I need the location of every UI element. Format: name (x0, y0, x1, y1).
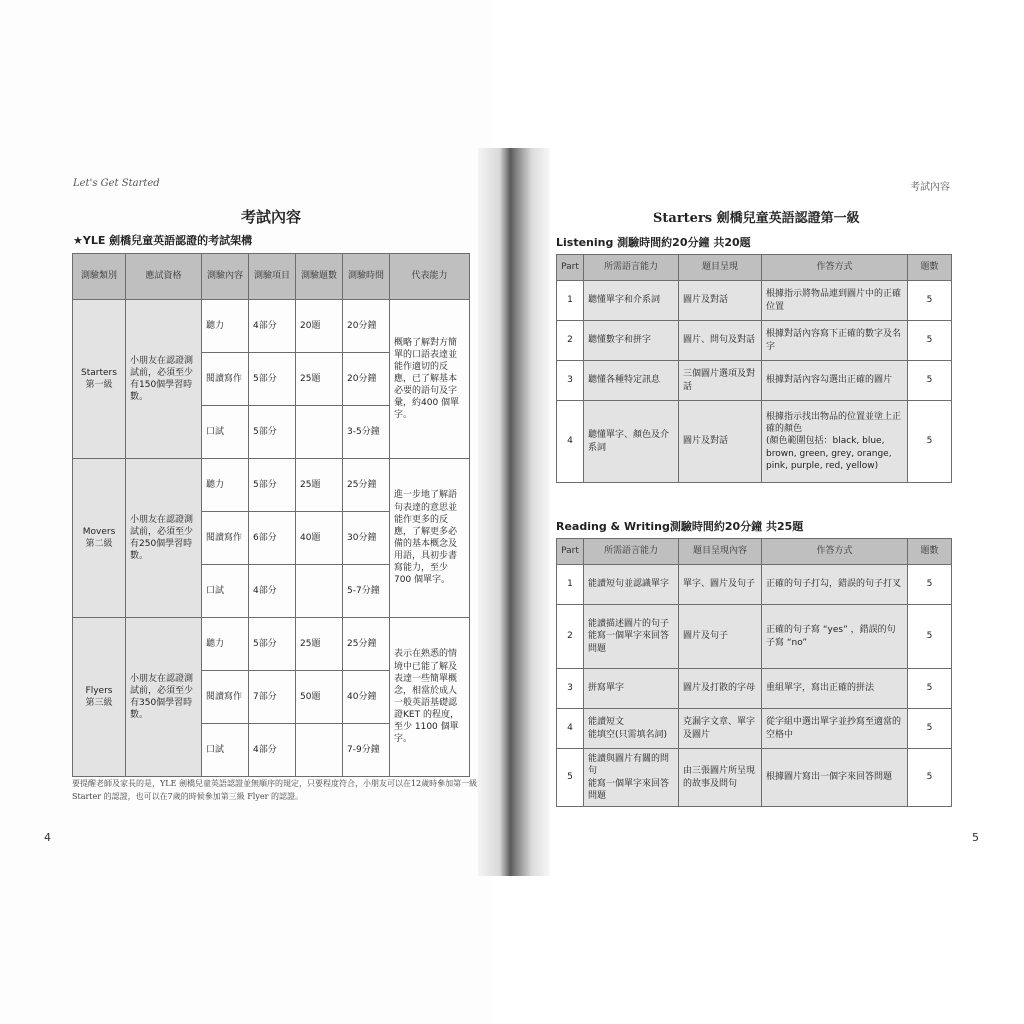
section-subtitle-left: ★YLE 劍橋兒童英語認證的考試架構 (73, 234, 253, 247)
table-header-cell: 測驗類別 (73, 254, 126, 300)
table-header-cell: 測驗項目 (249, 254, 296, 300)
listening-table (556, 254, 952, 483)
num-cell: 5 (908, 749, 952, 807)
num-cell: 5 (908, 321, 952, 361)
exam-items-cell: 5部分 (249, 353, 296, 406)
skill-cell: 聽懂單字和介系詞 (584, 281, 679, 321)
exam-count-cell (296, 565, 343, 618)
table-row (557, 605, 952, 669)
level-cell: Flyers 第三級 (73, 618, 126, 777)
present-cell: 圖片及對話 (679, 401, 762, 483)
exam-time-cell: 40分鐘 (343, 671, 390, 724)
table-row (73, 300, 470, 353)
table-row (557, 361, 952, 401)
present-cell: 由三張圖片所呈現的故事及問句 (679, 749, 762, 807)
exam-content-cell: 閱讀寫作 (202, 353, 249, 406)
reading-heading: Reading & Writing測驗時間約20分鐘 共25題 (556, 520, 804, 533)
skill-cell: 能讀描述圖片的句子 能寫一個單字來回答問題 (584, 605, 679, 669)
exam-count-cell: 40題 (296, 512, 343, 565)
table-header-cell: Part (557, 255, 584, 281)
table-header-cell: 作答方式 (762, 539, 908, 565)
qualification-cell: 小朋友在認證測試前，必須至少有350個學習時數。 (126, 618, 202, 777)
level-cell: Starters 第一級 (73, 300, 126, 459)
present-cell: 圖片及打散的字母 (679, 669, 762, 709)
exam-items-cell: 4部分 (249, 565, 296, 618)
exam-count-cell: 25題 (296, 459, 343, 512)
exam-items-cell: 4部分 (249, 724, 296, 777)
exam-time-cell: 20分鐘 (343, 353, 390, 406)
exam-content-cell: 口試 (202, 565, 249, 618)
table-header-cell: 測驗題數 (296, 254, 343, 300)
table-row (557, 669, 952, 709)
running-head-left: Let's Get Started (73, 178, 160, 189)
table-row (557, 565, 952, 605)
table-header-cell: 題目呈現 (679, 255, 762, 281)
skill-cell: 能讀短句並認識單字 (584, 565, 679, 605)
page-number-right: 5 (972, 831, 979, 844)
table-row (557, 321, 952, 361)
num-cell: 5 (908, 361, 952, 401)
part-cell: 1 (557, 565, 584, 605)
method-cell: 根據指示將物品連到圖片中的正確位置 (762, 281, 908, 321)
table-header-cell: Part (557, 539, 584, 565)
running-head-right: 考試內容 (910, 182, 950, 193)
table-row (557, 401, 952, 483)
method-cell: 重組單字，寫出正確的拼法 (762, 669, 908, 709)
table-header-cell: 作答方式 (762, 255, 908, 281)
table-header-cell: 應試資格 (126, 254, 202, 300)
exam-items-cell: 5部分 (249, 459, 296, 512)
table-header-cell: 所需語言能力 (584, 539, 679, 565)
exam-content-cell: 聽力 (202, 459, 249, 512)
method-cell: 從字組中選出單字並抄寫至適當的空格中 (762, 709, 908, 749)
exam-count-cell: 25題 (296, 618, 343, 671)
method-cell: 根據對話內容勾選出正確的圖片 (762, 361, 908, 401)
footnote: 要提醒老師及家長的是，YLE 劍橋兒童英語認證並無順序的規定，只要程度符合，小朋友可以在12歲時參加第一級Starter 的認證，也可以在7歲的時候參加第三級 Flyer 的認證。 (72, 779, 478, 801)
part-cell: 5 (557, 749, 584, 807)
table-header-cell: 測驗時間 (343, 254, 390, 300)
exam-count-cell: 25題 (296, 353, 343, 406)
present-cell: 圖片及句子 (679, 605, 762, 669)
exam-items-cell: 5部分 (249, 618, 296, 671)
method-cell: 正確的句子寫 “yes” ，錯誤的句子寫 “no” (762, 605, 908, 669)
exam-items-cell: 5部分 (249, 406, 296, 459)
present-cell: 圖片及對話 (679, 281, 762, 321)
table-header-cell: 題數 (908, 539, 952, 565)
table-header-cell: 測驗內容 (202, 254, 249, 300)
level-cell: Movers 第二級 (73, 459, 126, 618)
skill-cell: 能讀短文 能填空(只需填名詞) (584, 709, 679, 749)
exam-time-cell: 25分鐘 (343, 618, 390, 671)
part-cell: 3 (557, 361, 584, 401)
exam-count-cell (296, 724, 343, 777)
exam-content-cell: 閱讀寫作 (202, 512, 249, 565)
present-cell: 克漏字文章、單字及圖片 (679, 709, 762, 749)
table-row (557, 709, 952, 749)
part-cell: 2 (557, 605, 584, 669)
exam-items-cell: 4部分 (249, 300, 296, 353)
num-cell: 5 (908, 281, 952, 321)
skill-cell: 聽懂各種特定訊息 (584, 361, 679, 401)
part-cell: 1 (557, 281, 584, 321)
skill-cell: 聽懂單字、顏色及介系詞 (584, 401, 679, 483)
num-cell: 5 (908, 605, 952, 669)
part-cell: 4 (557, 709, 584, 749)
table-row (73, 459, 470, 512)
exam-time-cell: 25分鐘 (343, 459, 390, 512)
exam-content-cell: 閱讀寫作 (202, 671, 249, 724)
exam-count-cell: 50題 (296, 671, 343, 724)
qualification-cell: 小朋友在認證測試前，必須至少有150個學習時數。 (126, 300, 202, 459)
page-title-left: 考試內容 (241, 208, 302, 226)
page-number-left: 4 (44, 831, 51, 844)
ability-cell: 進一步地了解語句表達的意思並能作更多的反應，了解更多必備的基本概念及用語，具初步書寫能力，至少700 個單字。 (390, 459, 470, 618)
exam-content-cell: 口試 (202, 406, 249, 459)
present-cell: 單字、圖片及句子 (679, 565, 762, 605)
reading-writing-table (556, 538, 952, 807)
exam-time-cell: 20分鐘 (343, 300, 390, 353)
table-header-cell: 題目呈現內容 (679, 539, 762, 565)
part-cell: 3 (557, 669, 584, 709)
skill-cell: 能讀與圖片有關的問句 能寫一個單字來回答問題 (584, 749, 679, 807)
num-cell: 5 (908, 401, 952, 483)
present-cell: 三個圖片選項及對話 (679, 361, 762, 401)
page-title-right: Starters 劍橋兒童英語認證第一級 (653, 211, 860, 226)
table-header-cell: 題數 (908, 255, 952, 281)
exam-time-cell: 7-9分鐘 (343, 724, 390, 777)
present-cell: 圖片、問句及對話 (679, 321, 762, 361)
exam-content-cell: 聽力 (202, 300, 249, 353)
num-cell: 5 (908, 565, 952, 605)
num-cell: 5 (908, 669, 952, 709)
num-cell: 5 (908, 709, 952, 749)
exam-content-cell: 聽力 (202, 618, 249, 671)
table-header-cell: 所需語言能力 (584, 255, 679, 281)
ability-cell: 表示在熟悉的情境中已能了解及表達一些簡單概念，相當於成人一般英語基礎認證KET 的程度，至少 1100 個單字。 (390, 618, 470, 777)
qualification-cell: 小朋友在認證測試前，必須至少有250個學習時數。 (126, 459, 202, 618)
part-cell: 2 (557, 321, 584, 361)
table-row (73, 618, 470, 671)
exam-structure-table (72, 253, 470, 777)
exam-time-cell: 30分鐘 (343, 512, 390, 565)
skill-cell: 聽懂數字和拼字 (584, 321, 679, 361)
method-cell: 正確的句子打勾，錯誤的句子打叉 (762, 565, 908, 605)
table-row (557, 749, 952, 807)
exam-items-cell: 6部分 (249, 512, 296, 565)
exam-count-cell: 20題 (296, 300, 343, 353)
listening-heading: Listening 測驗時間約20分鐘 共20題 (556, 236, 751, 249)
method-cell: 根據圖片寫出一個字來回答問題 (762, 749, 908, 807)
exam-content-cell: 口試 (202, 724, 249, 777)
method-cell: 根據指示找出物品的位置並塗上正確的顏色 (顏色範圍包括：black, blue, brown, green, grey, orange, pink, purple, red, yellow) (762, 401, 908, 483)
exam-time-cell: 5-7分鐘 (343, 565, 390, 618)
table-row (557, 281, 952, 321)
method-cell: 根據對話內容寫下正確的數字及名字 (762, 321, 908, 361)
exam-items-cell: 7部分 (249, 671, 296, 724)
right-page (530, 0, 1024, 1024)
exam-count-cell (296, 406, 343, 459)
exam-time-cell: 3-5分鐘 (343, 406, 390, 459)
part-cell: 4 (557, 401, 584, 483)
skill-cell: 拼寫單字 (584, 669, 679, 709)
table-header-cell: 代表能力 (390, 254, 470, 300)
ability-cell: 概略了解對方簡單的口語表達並能作適切的反應，已了解基本必要的語句及字彙，約400 個單字。 (390, 300, 470, 459)
